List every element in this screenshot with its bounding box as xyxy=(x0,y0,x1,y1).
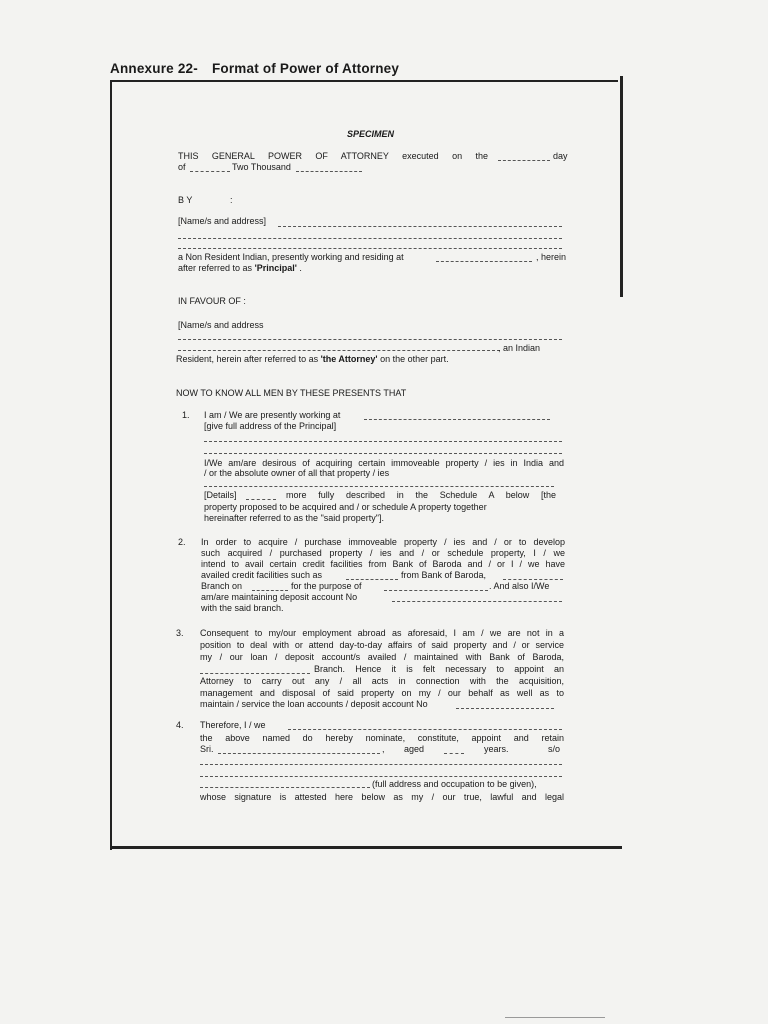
by-label: B Y : xyxy=(178,195,233,205)
para-1-line-6: property proposed to be acquired and / or schedule A property together xyxy=(204,502,487,512)
para-3-line-6: management and disposal of said property on my / our behalf as well as to xyxy=(200,688,564,698)
para-3-number: 3. xyxy=(176,628,184,638)
para-1-number: 1. xyxy=(182,410,190,420)
para-2-line-1: In order to acquire / purchase immoveable property / ies and / or to develop xyxy=(201,537,565,547)
in-favour-label: IN FAVOUR OF : xyxy=(178,296,246,306)
blank-day xyxy=(498,160,550,161)
para-2-number: 2. xyxy=(178,537,186,547)
frame-right-border xyxy=(620,76,623,297)
blank-attorney-address-2 xyxy=(200,787,370,788)
para-4-line-4: (full address and occupation to be given), xyxy=(372,779,537,789)
para-1-line-7: hereinafter referred to as the "said property"]. xyxy=(204,513,384,523)
blank-year xyxy=(190,171,230,172)
para-1-line-1: I am / We are presently working at xyxy=(204,410,341,420)
para-3-line-4: Branch. Hence it is felt necessary to appoint an xyxy=(314,664,564,674)
para-3-line-5: Attorney to carry out any / all acts in connection with the acquisition, xyxy=(200,676,564,686)
para-1-line-3: I/We am/are desirous of acquiring certain immoveable property / ies in India and xyxy=(204,458,564,468)
attorney-line-1: , an Indian xyxy=(498,343,541,353)
para-1-line-5: [Details] more fully described in the Schedule A below [the xyxy=(204,490,556,500)
specimen-label: SPECIMEN xyxy=(347,129,395,139)
blank-principal-3 xyxy=(178,248,562,249)
para-1-line-2: [give full address of the Principal] xyxy=(204,421,337,431)
blank-purpose xyxy=(384,590,488,591)
para-1-line-4: / or the absolute owner of all that property / ies xyxy=(204,468,390,478)
attorney-line-2: Resident, herein after referred to as 'the Attorney' on the other part. xyxy=(176,354,449,364)
blank-branch-on xyxy=(252,590,288,591)
blank-father-name xyxy=(200,764,562,765)
annexure-number: Annexure 22- xyxy=(110,61,198,76)
blank-principal-address-2 xyxy=(204,453,562,454)
para-3-line-2: position to deal with or attend day-to-day affairs of said property and / or service xyxy=(200,640,564,650)
para-4-line-5: whose signature is attested here below as my / our true, lawful and legal xyxy=(200,792,564,802)
para-3-line-7: maintain / service the loan accounts / deposit account No xyxy=(200,699,428,709)
frame-bottom-border xyxy=(110,846,622,849)
nri-line-2: after referred to as 'Principal' . xyxy=(178,263,302,273)
blank-attorney-name xyxy=(218,753,380,754)
blank-year-2 xyxy=(296,171,362,172)
blank-attorney-1 xyxy=(178,339,562,340)
frame-top-border xyxy=(110,80,618,82)
para-4-number: 4. xyxy=(176,720,184,730)
blank-age xyxy=(444,753,464,754)
blank-deposit-account xyxy=(392,601,562,602)
blank-principal-1 xyxy=(278,226,562,227)
para-2-line-4: availed credit facilities such as from Bank of Baroda, xyxy=(201,570,487,580)
annexure-title: Format of Power of Attorney xyxy=(211,61,400,76)
scan-artifact-line xyxy=(505,1017,605,1018)
blank-details xyxy=(204,486,554,487)
blank-attorney-2 xyxy=(178,350,500,351)
frame-left-border xyxy=(110,80,112,850)
now-know-heading: NOW TO KNOW ALL MEN BY THESE PRESENTS THAT xyxy=(176,388,407,398)
principal-name-address: [Name/s and address] xyxy=(178,216,267,226)
para-4-line-2: the above named do hereby nominate, constitute, appoint and retain xyxy=(200,733,564,743)
blank-working-at xyxy=(364,419,550,420)
annexure-heading xyxy=(110,61,399,76)
para-2-line-6: am/are maintaining deposit account No xyxy=(201,592,358,602)
para-3-line-3: my / our loan / deposit account/s availed / maintained with Bank of Baroda, xyxy=(200,652,564,662)
para-4-line-1: Therefore, I / we xyxy=(200,720,266,730)
blank-principal-2 xyxy=(178,238,562,239)
para-2-line-7: with the said branch. xyxy=(201,603,284,613)
para-2-line-2: such acquired / purchased property / ies and / or schedule property, I / we xyxy=(201,548,565,558)
nri-line-1: a Non Resident Indian, presently working and residing at , herein xyxy=(178,252,567,262)
blank-details-2 xyxy=(246,499,276,500)
blank-attorney-address-1 xyxy=(200,776,562,777)
blank-branch-name xyxy=(200,673,310,674)
blank-principal-address-1 xyxy=(204,441,562,442)
blank-facilities xyxy=(346,579,398,580)
blank-loan-account xyxy=(456,708,554,709)
para-2-line-5: Branch on for the purpose of . And also I/We xyxy=(201,581,550,591)
para-2-line-3: intend to avail certain credit facilities from Bank of Baroda and / or I / we have xyxy=(201,559,565,569)
blank-residing xyxy=(436,261,532,262)
para-4-line-3: Sri. , aged years. s/o xyxy=(200,744,561,754)
attorney-name-address: [Name/s and address xyxy=(178,320,264,330)
blank-principal-names xyxy=(288,729,562,730)
blank-branch xyxy=(503,579,563,580)
para-3-line-1: Consequent to my/our employment abroad as aforesaid, I am / we are not in a xyxy=(200,628,564,638)
